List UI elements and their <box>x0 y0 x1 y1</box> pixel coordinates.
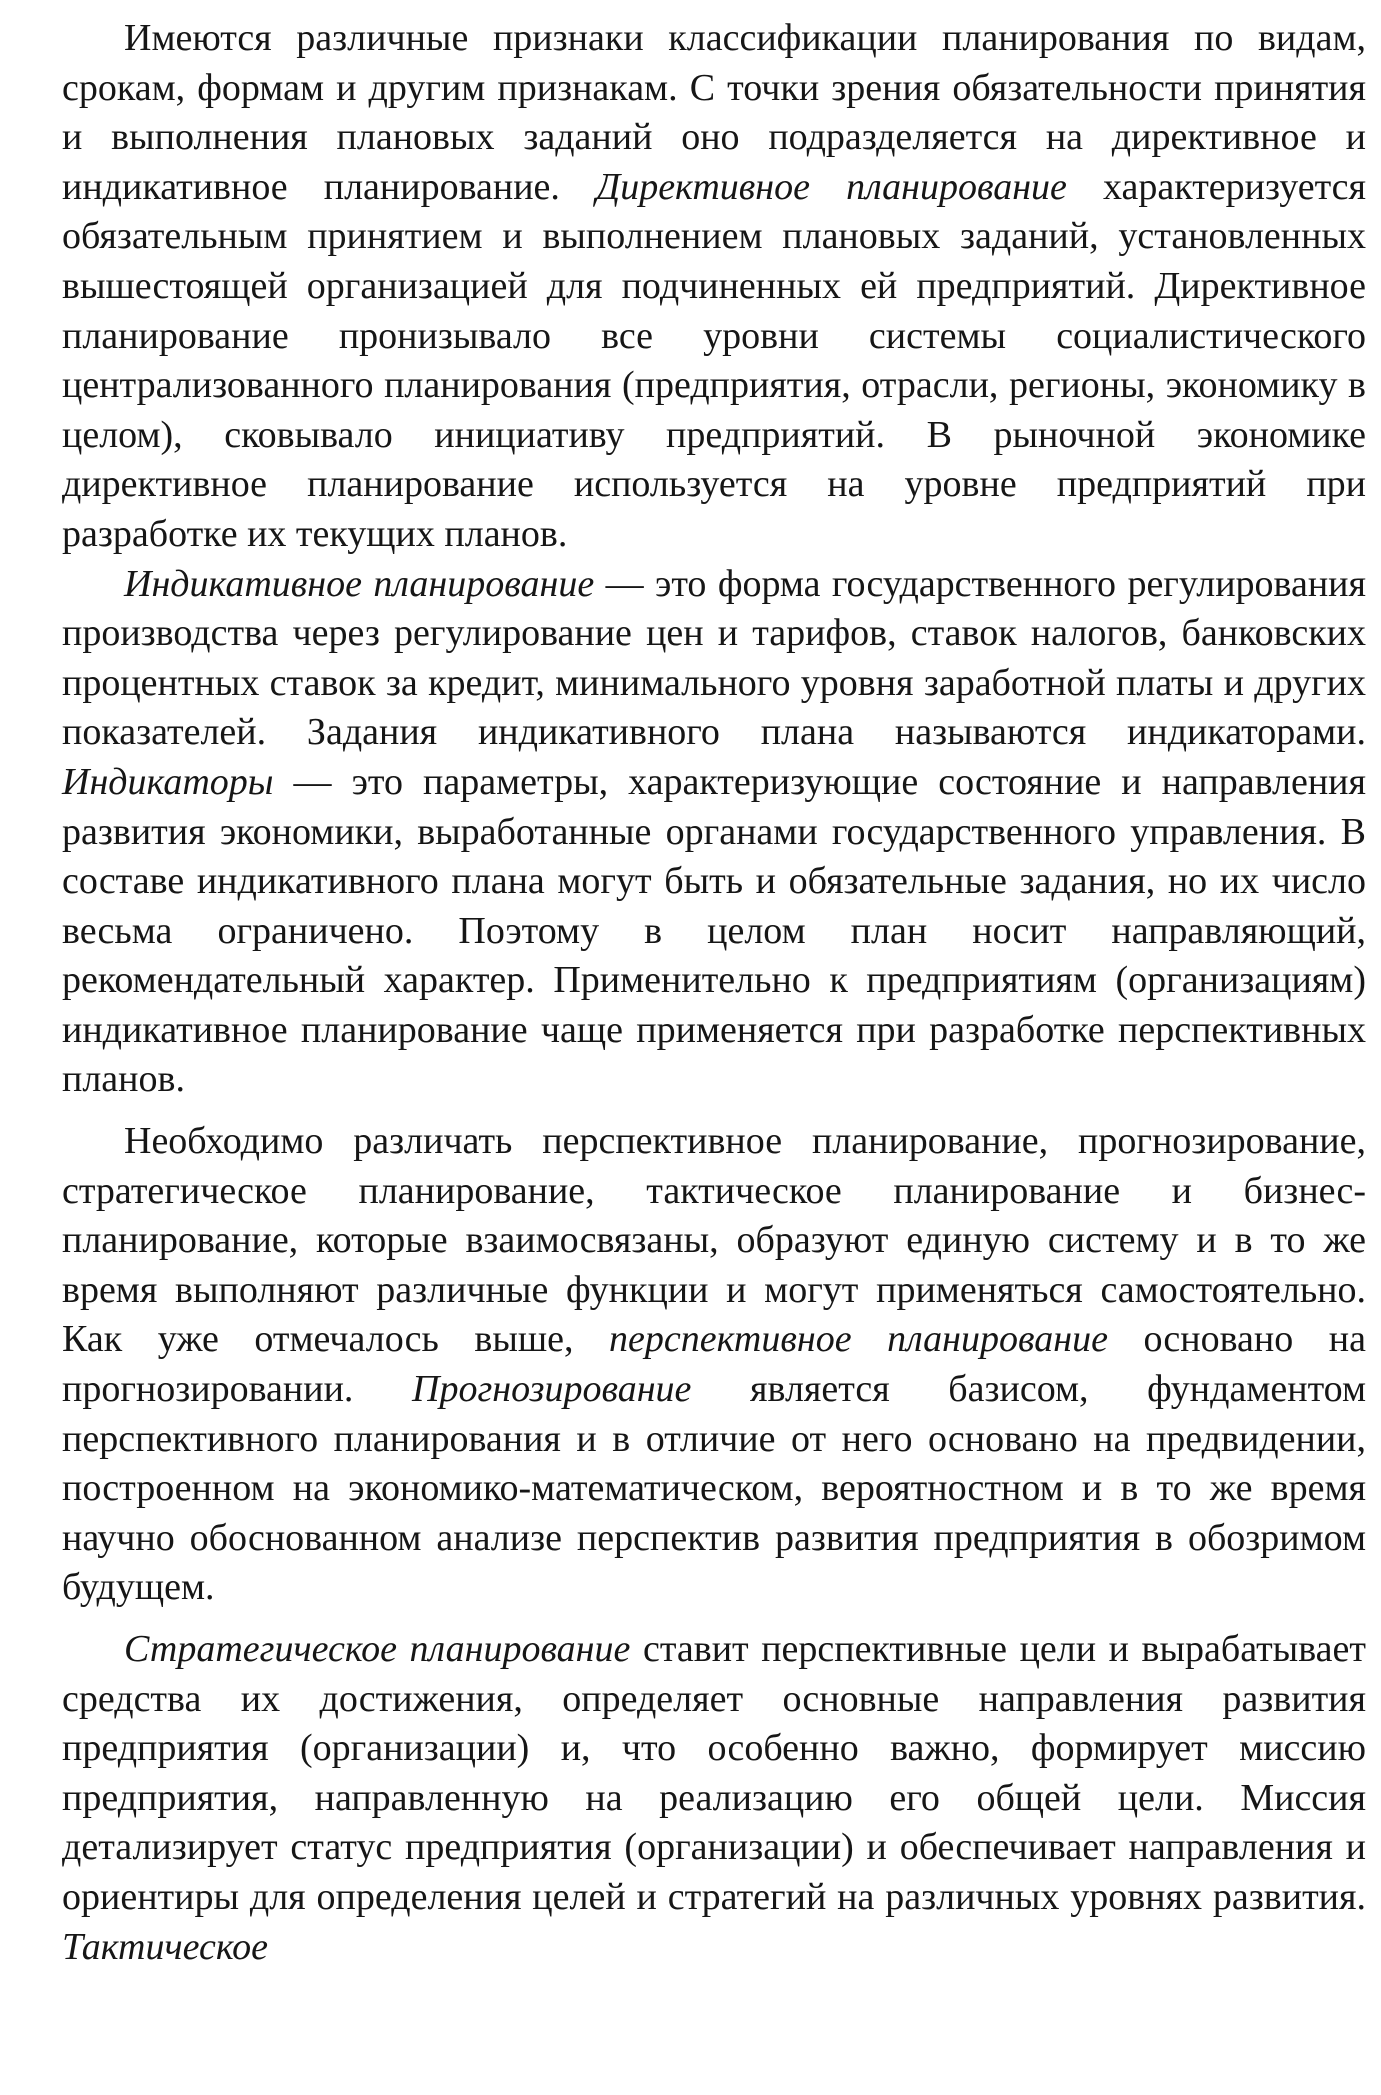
text-run: характеризуется обязательным принятием и выполнением плановых заданий, установленных вышестоящей организацией для подчиненных ей предприятий. Директивное планирование пронизывало все уровни системы социалистического централизованного планирования (предприятия, отрасли, регионы, экономику в целом), сковывало инициативу предприятий. В рыночной экономике директивное планирование используется на уровне предприятий при разработке их текущих планов. <box>62 165 1366 555</box>
text-run: — это форма государственного регулирования производства через регулирование цен и тарифов, ставок налогов, банковских процентных ставок за кредит, минимального уровня заработной платы и других показателей. Задания индикативного плана называются индикаторами. <box>62 562 1366 754</box>
term-indicators: Индикаторы <box>62 760 274 803</box>
paragraph-planning-types <box>62 1117 1366 1613</box>
term-indicative-planning: Индикативное планирование <box>124 562 595 605</box>
document-page <box>62 14 1366 1972</box>
text-run: — это параметры, характеризующие состояние и направления развития экономики, выработанные органами государственного управления. В составе индикативного плана могут быть и обязательные задания, но их число весьма ограничено. Поэтому в целом план носит направляющий, рекомендательный характер. Применительно к предприятиям (организациям) индикативное планирование чаще применяется при разработке перспективных планов. <box>62 760 1366 1101</box>
paragraph-strategic-planning <box>62 1625 1366 1972</box>
term-directive-planning: Директивное планирование <box>596 165 1067 208</box>
term-strategic-planning: Стратегическое планирование <box>124 1628 631 1670</box>
term-forecasting: Прогнозирование <box>412 1368 692 1411</box>
paragraph-planning-classification <box>62 14 1366 560</box>
text-run: Необходимо различать перспективное планирование, прогнозирование, стратегическое планирование, тактическое планирование и бизнес-планирование, которые взаимосвязаны, образуют единую систему и в то же время выполняют различные функции и могут применяться самостоятельно. Как уже отмечалось выше, <box>62 1120 1366 1361</box>
text-run: является базисом, фундаментом перспективного планирования и в отличие от него основано на предвидении, построенном на экономико-математическом, вероятностном и в то же время научно обоснованном анализе перспектив развития предприятия в обозримом будущем. <box>62 1368 1366 1609</box>
paragraph-indicative-planning <box>62 560 1366 1106</box>
term-tactical: Тактическое <box>62 1925 269 1968</box>
text-run: Имеются различные признаки классификации планирования по видам, срокам, формам и другим признакам. С точки зрения обязательности принятия и выполнения плановых заданий оно подразделяется на директивное и индикативное планирование. <box>62 17 1366 208</box>
term-perspective-planning: перспективное планирование <box>609 1318 1108 1361</box>
text-run: основано на прогнозировании. <box>62 1318 1366 1411</box>
text-run: ставит перспективные цели и вырабатывает средства их достижения, определяет основные направления развития предприятия (организации) и, что особенно важно, формирует миссию предприятия, направленную на реализацию его общей цели. Миссия детализирует статус предприятия (организации) и обеспечивает направления и ориентиры для определения целей и стратегий на различных уровнях развития. <box>62 1628 1366 1918</box>
